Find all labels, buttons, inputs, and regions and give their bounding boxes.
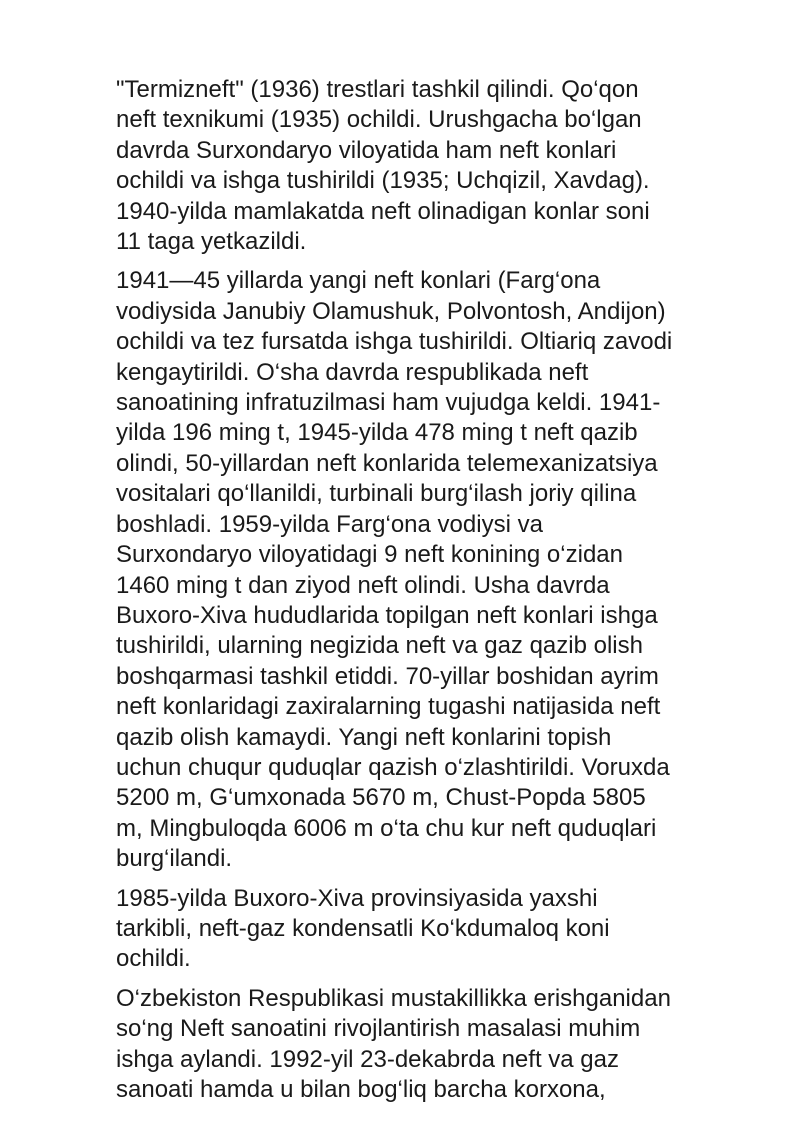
text-line: boshqarmasi tashkil etiddi. 70-yillar boshidan ayrim	[116, 662, 659, 690]
text-line: Surxondaryo viloyatidagi 9 neft konining o‘zidan	[116, 541, 623, 569]
text-line: kengaytirildi. O‘sha davrda respublikada neft	[116, 358, 589, 386]
text-line: sanoati hamda u bilan bog‘liq barcha korxona,	[116, 1076, 606, 1103]
text-line: olindi, 50-yillardan neft konlarida telemexanizatsiya	[116, 449, 658, 477]
text-line: O‘zbekiston Respublikasi mustakillikka erishganidan	[116, 984, 671, 1012]
text-line: davrda Surxondaryo viloyatida ham neft konlari	[116, 136, 617, 164]
text-line: ochildi va ishga tushirildi (1935; Uchqizil, Xavdag).	[116, 167, 650, 195]
text-line: "Termizneft" (1936) trestlari tashkil qilindi. Qo‘qon	[116, 76, 639, 103]
paragraph-2	[116, 266, 756, 874]
text-line: qazib olish kamaydi. Yangi neft konlarini topish	[116, 723, 612, 751]
text-line: 1985-yilda Buxoro-Xiva provinsiyasida yaxshi	[116, 884, 598, 912]
text-line: tarkibli, neft-gaz kondensatli Ko‘kdumaloq koni	[116, 914, 610, 942]
text-line: 1940-yilda mamlakatda neft olinadigan konlar soni	[116, 197, 650, 225]
text-line: m, Mingbuloqda 6006 m o‘ta chu kur neft quduqlari	[116, 814, 657, 842]
text-line: boshladi. 1959-yilda Farg‘ona vodiysi va	[116, 510, 543, 538]
text-line: 11 taga yetkazildi.	[116, 228, 307, 256]
text-line: 1941—45 yillarda yangi neft konlari (Farg‘ona	[116, 267, 601, 295]
text-line: 1460 ming t dan ziyod neft olindi. Usha davrda	[116, 571, 610, 599]
text-line: ochildi va tez fursatda ishga tushirildi. Oltiariq zavodi	[116, 328, 673, 356]
text-line: neft konlaridagi zaxiralarning tugashi natijasida neft	[116, 693, 661, 721]
text-line: ochildi.	[116, 945, 191, 973]
paragraph-3	[116, 884, 756, 975]
text-line: tushirildi, ularning negizida neft va gaz qazib olish	[116, 632, 643, 660]
text-line: so‘ng Neft sanoatini rivojlantirish masalasi muhim	[116, 1015, 641, 1043]
paragraph-1	[116, 75, 756, 257]
text-line: 5200 m, G‘umxonada 5670 m, Chust-Popda 5805	[116, 784, 646, 812]
text-line: ishga aylandi. 1992-yil 23-dekabrda neft va gaz	[116, 1045, 619, 1073]
text-line: yilda 196 ming t, 1945-yilda 478 ming t neft qazib	[116, 419, 638, 447]
text-line: uchun chuqur quduqlar qazish o‘zlashtirildi. Voruxda	[116, 753, 670, 781]
text-line: vositalari qo‘llanildi, turbinali burg‘ilash joriy qilina	[116, 480, 637, 508]
text-line: Buxoro-Xiva hududlarida topilgan neft konlari ishga	[116, 601, 658, 629]
document-page	[116, 75, 756, 1114]
paragraph-4	[116, 984, 756, 1106]
text-line: neft texnikumi (1935) ochildi. Urushgacha bo‘lgan	[116, 106, 642, 134]
text-line: burg‘ilandi.	[116, 845, 233, 873]
text-line: vodiysida Janubiy Olamushuk, Polvontosh, Andijon)	[116, 297, 666, 325]
text-line: sanoatining infratuzilmasi ham vujudga keldi. 1941-	[116, 389, 661, 417]
